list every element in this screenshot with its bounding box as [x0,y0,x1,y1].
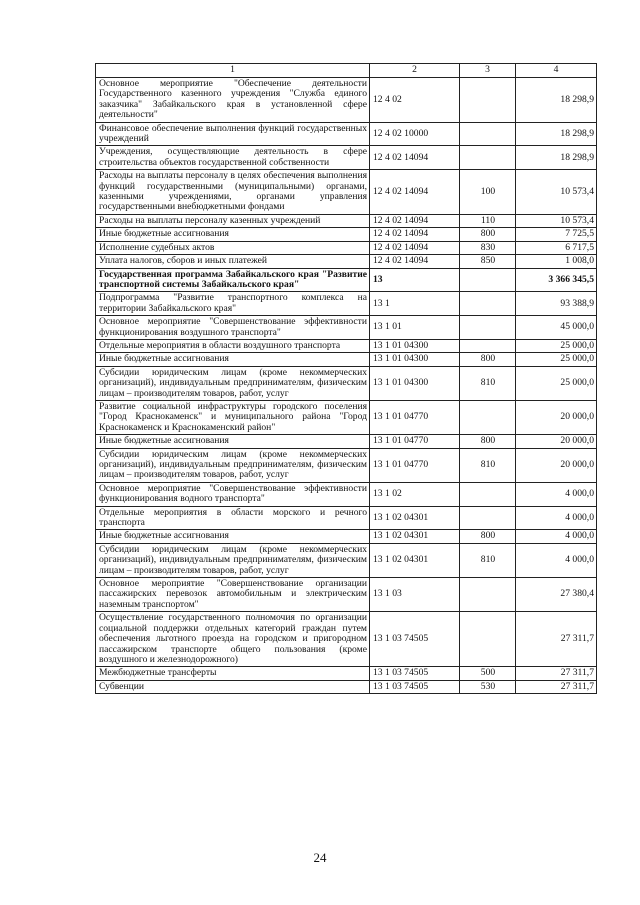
row-amount: 4 000,0 [516,530,597,543]
table-row [96,170,597,215]
row-code: 12 4 02 14094 [370,255,460,268]
row-amount: 25 000,0 [516,366,597,400]
table-row [96,339,597,352]
row-expense-type [460,506,516,530]
row-expense-type: 100 [460,170,516,215]
page-number: 24 [313,850,327,865]
row-name: Расходы на выплаты персоналу в целях обеспечения выполнения функций государственными (муниципальными) органами, казенными учреждениями, органами управления государственными внебюджетными фондами [96,170,370,215]
row-name: Государственная программа Забайкальского края "Развитие транспортной системы Забайкальского края" [96,268,370,292]
row-expense-type [460,482,516,506]
row-name: Иные бюджетные ассигнования [96,353,370,366]
row-amount: 4 000,0 [516,543,597,577]
row-amount: 7 725,5 [516,228,597,241]
row-name: Субсидии юридическим лицам (кроме некоммерческих организаций), индивидуальным предпринимателям, физическим лицам – производителям товаров, работ, услуг [96,543,370,577]
row-expense-type: 500 [460,667,516,680]
row-amount: 20 000,0 [516,400,597,434]
row-code: 12 4 02 [370,78,460,123]
header-col-1: 1 [96,64,370,78]
row-expense-type: 830 [460,241,516,254]
row-amount: 45 000,0 [516,316,597,340]
table-row [96,241,597,254]
row-code: 12 4 02 14094 [370,228,460,241]
row-name: Исполнение судебных актов [96,241,370,254]
row-code: 13 1 03 [370,578,460,612]
row-name: Расходы на выплаты персоналу казенных учреждений [96,214,370,227]
row-expense-type: 530 [460,680,516,693]
row-amount: 20 000,0 [516,435,597,448]
table-body [96,78,597,694]
row-expense-type: 800 [460,530,516,543]
row-expense-type: 810 [460,448,516,482]
table-header-row [96,64,597,78]
row-amount: 6 717,5 [516,241,597,254]
row-expense-type: 110 [460,214,516,227]
table-row [96,506,597,530]
row-amount: 18 298,9 [516,122,597,146]
row-code: 12 4 02 14094 [370,241,460,254]
row-code: 13 1 01 04300 [370,339,460,352]
row-amount: 25 000,0 [516,339,597,352]
table-row [96,268,597,292]
row-name: Межбюджетные трансферты [96,667,370,680]
row-amount: 10 573,4 [516,214,597,227]
row-expense-type: 810 [460,543,516,577]
row-name: Субвенции [96,680,370,693]
table-row [96,578,597,612]
header-col-2: 2 [370,64,460,78]
row-name: Подпрограмма "Развитие транспортного комплекса на территории Забайкальского края" [96,292,370,316]
row-amount: 18 298,9 [516,78,597,123]
row-expense-type [460,122,516,146]
row-name: Отдельные мероприятия в области морского и речного транспорта [96,506,370,530]
row-code: 13 1 02 04301 [370,543,460,577]
row-amount: 10 573,4 [516,170,597,215]
header-col-4: 4 [516,64,597,78]
table-row [96,400,597,434]
row-name: Уплата налогов, сборов и иных платежей [96,255,370,268]
row-code: 13 1 01 [370,316,460,340]
row-amount: 27 311,7 [516,680,597,693]
row-expense-type [460,146,516,170]
table-row [96,122,597,146]
row-expense-type [460,400,516,434]
row-expense-type: 810 [460,366,516,400]
row-expense-type [460,78,516,123]
row-code: 13 1 [370,292,460,316]
row-amount: 3 366 345,5 [516,268,597,292]
row-name: Основное мероприятие "Совершенствование эффективности функционирования водного транспорта" [96,482,370,506]
table-row [96,366,597,400]
row-code: 13 1 03 74505 [370,667,460,680]
row-code: 12 4 02 14094 [370,146,460,170]
row-name: Отдельные мероприятия в области воздушного транспорта [96,339,370,352]
table-row [96,353,597,366]
table-row [96,612,597,667]
row-expense-type [460,612,516,667]
row-name: Финансовое обеспечение выполнения функций государственных учреждений [96,122,370,146]
row-expense-type [460,578,516,612]
row-expense-type [460,268,516,292]
row-code: 12 4 02 10000 [370,122,460,146]
row-name: Основное мероприятие "Обеспечение деятельности Государственного казенного учреждения "Служба единого заказчика" Забайкальского края в установленной сфере деятельности" [96,78,370,123]
row-amount: 25 000,0 [516,353,597,366]
row-name: Учреждения, осуществляющие деятельность в сфере строительства объектов государственной собственности [96,146,370,170]
row-code: 13 1 03 74505 [370,680,460,693]
row-code: 13 1 01 04300 [370,353,460,366]
row-amount: 4 000,0 [516,482,597,506]
row-amount: 18 298,9 [516,146,597,170]
row-name: Осуществление государственного полномочия по организации социальной поддержки отдельных категорий граждан путем обеспечения льготного проезда на городском и пригородном пассажирском транспорте общего пользования (кроме воздушного и железнодорожного) [96,612,370,667]
row-name: Иные бюджетные ассигнования [96,228,370,241]
table-row [96,214,597,227]
row-code: 13 [370,268,460,292]
row-expense-type: 800 [460,353,516,366]
table-row [96,435,597,448]
table-row [96,680,597,693]
table-row [96,316,597,340]
table-row [96,255,597,268]
table-row [96,448,597,482]
table-row [96,146,597,170]
table-row [96,482,597,506]
row-expense-type: 850 [460,255,516,268]
table-row [96,667,597,680]
row-expense-type [460,339,516,352]
row-amount: 20 000,0 [516,448,597,482]
table-row [96,228,597,241]
header-col-3: 3 [460,64,516,78]
row-expense-type [460,292,516,316]
row-expense-type: 800 [460,228,516,241]
table-row [96,78,597,123]
row-code: 12 4 02 14094 [370,170,460,215]
row-name: Субсидии юридическим лицам (кроме некоммерческих организаций), индивидуальным предпринимателям, физическим лицам – производителям товаров, работ, услуг [96,366,370,400]
row-name: Иные бюджетные ассигнования [96,435,370,448]
row-code: 13 1 02 04301 [370,506,460,530]
row-code: 13 1 01 04770 [370,448,460,482]
table-row [96,530,597,543]
row-name: Основное мероприятие "Совершенствование эффективности функционирования воздушного транспорта" [96,316,370,340]
row-code: 13 1 01 04300 [370,366,460,400]
row-name: Иные бюджетные ассигнования [96,530,370,543]
budget-table [95,63,597,694]
row-code: 13 1 01 04770 [370,400,460,434]
row-name: Развитие социальной инфраструктуры городского поселения "Город Краснокаменск" и муниципального района "Город Краснокаменск и Краснокаменский район" [96,400,370,434]
row-code: 12 4 02 14094 [370,214,460,227]
row-name: Основное мероприятие "Совершенствование организации пассажирских перевозок автомобильным и электрическим наземным транспортом" [96,578,370,612]
row-amount: 27 311,7 [516,612,597,667]
row-amount: 4 000,0 [516,506,597,530]
row-code: 13 1 02 04301 [370,530,460,543]
row-expense-type [460,316,516,340]
row-amount: 27 380,4 [516,578,597,612]
row-code: 13 1 02 [370,482,460,506]
row-code: 13 1 01 04770 [370,435,460,448]
row-amount: 27 311,7 [516,667,597,680]
row-amount: 1 008,0 [516,255,597,268]
row-code: 13 1 03 74505 [370,612,460,667]
row-expense-type: 800 [460,435,516,448]
row-name: Субсидии юридическим лицам (кроме некоммерческих организаций), индивидуальным предпринимателям, физическим лицам – производителям товаров, работ, услуг [96,448,370,482]
table-row [96,292,597,316]
table-row [96,543,597,577]
row-amount: 93 388,9 [516,292,597,316]
